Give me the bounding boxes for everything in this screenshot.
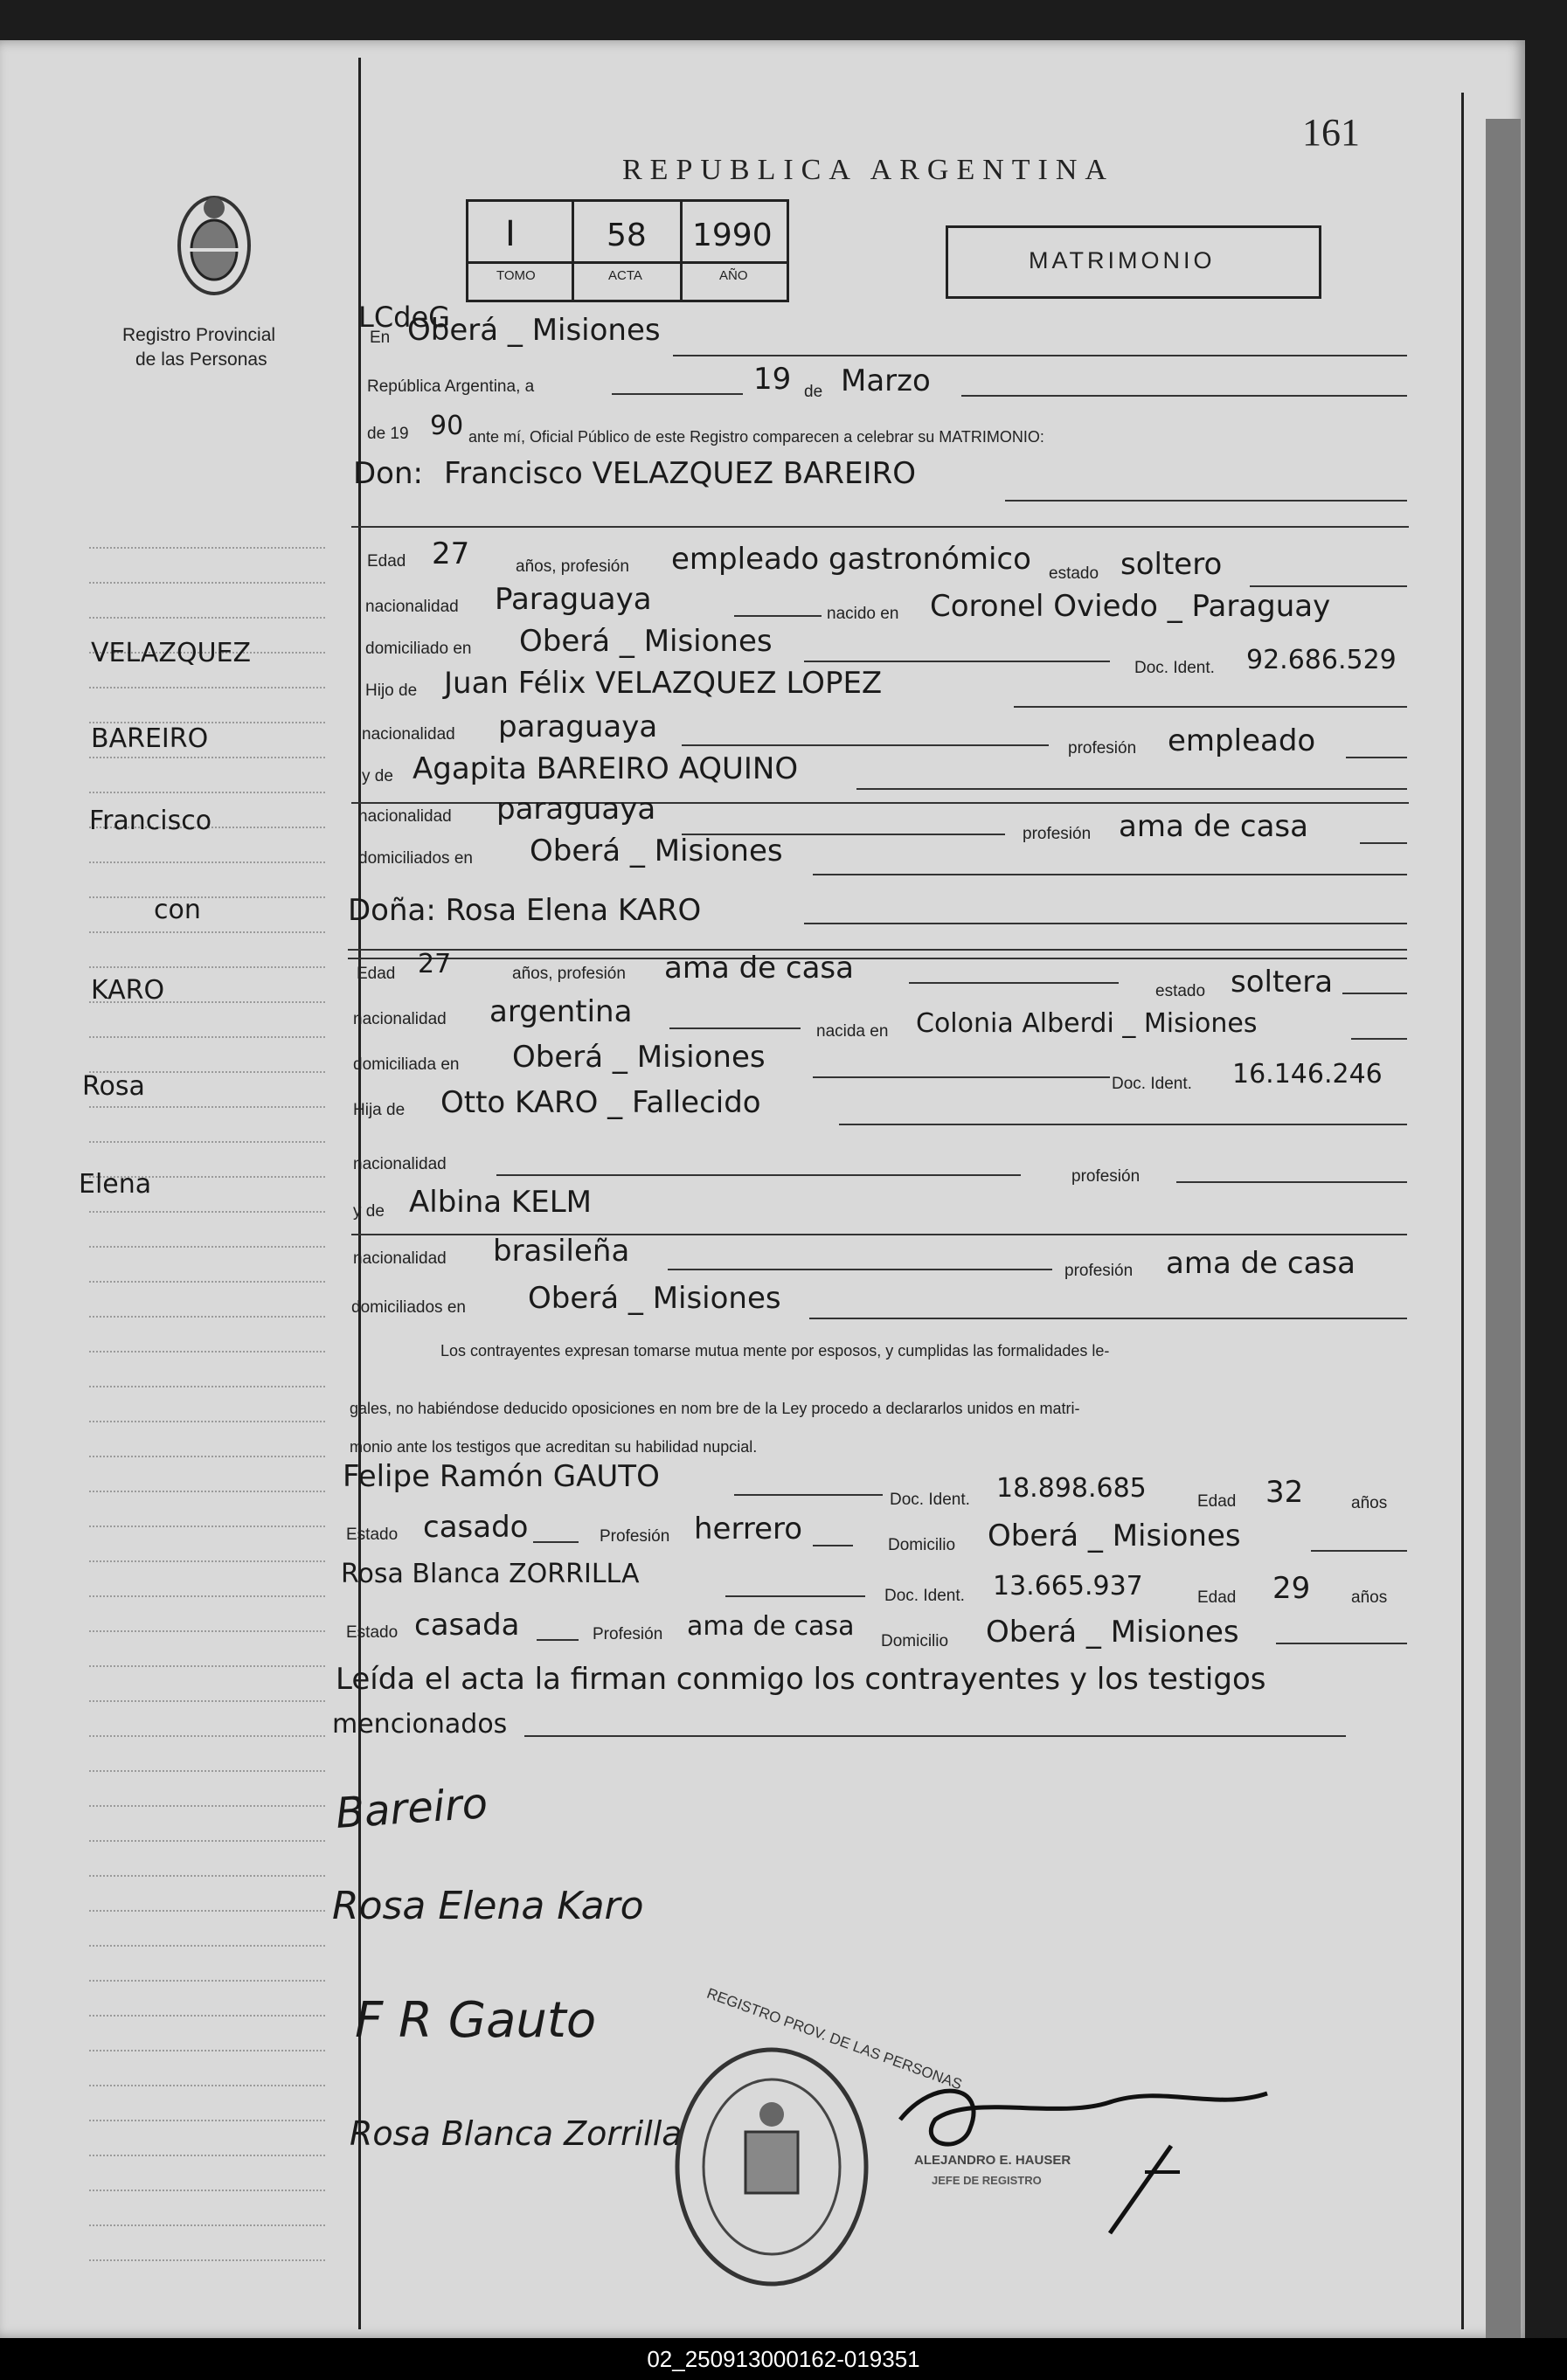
- country-title: REPUBLICA ARGENTINA: [622, 154, 1114, 186]
- witness2-estado: casada: [414, 1608, 520, 1643]
- tomo-label: TOMO: [496, 268, 536, 283]
- bride-mother-prof: ama de casa: [1166, 1246, 1356, 1281]
- witness2-estado-label: Estado: [346, 1623, 399, 1642]
- book-code: LCdeG: [358, 301, 450, 334]
- witness2-doc: 13.665.937: [993, 1571, 1143, 1602]
- closing-line1: Leída el acta la firman conmigo los contrayentes y los testigos: [336, 1662, 1266, 1697]
- groom-domiciliado-label: domiciliado en: [365, 640, 472, 658]
- groom-parents-dom-label: domiciliados en: [358, 849, 473, 868]
- groom-yde-label: y de: [362, 767, 393, 785]
- groom-father-nac-label: nacionalidad: [362, 725, 455, 744]
- groom-anos-profesion-label: años, profesión: [516, 557, 629, 576]
- groom-mother-nac-label: nacionalidad: [358, 807, 452, 826]
- groom-nacionalidad: Paraguaya: [495, 582, 652, 617]
- groom-nacionalidad-label: nacionalidad: [365, 598, 459, 616]
- groom-mother-prof-label: profesión: [1023, 825, 1092, 843]
- bride-yde-label: y de: [353, 1202, 385, 1221]
- margin-divider: [358, 58, 361, 2329]
- witness2-edad: 29: [1272, 1571, 1311, 1606]
- margin-note-bride-first: Rosa: [82, 1071, 145, 1102]
- witness1-edad-label: Edad: [1197, 1492, 1237, 1511]
- witness1-anos-label: años: [1351, 1494, 1388, 1512]
- anio-value: 1990: [692, 218, 773, 253]
- bride-parents-dom: Oberá _ Misiones: [528, 1281, 781, 1316]
- witness1-profesion: herrero: [694, 1512, 803, 1546]
- margin-note-con: con: [154, 895, 201, 925]
- witness2-anos-label: años: [1351, 1588, 1388, 1607]
- margin-note-surname1: VELAZQUEZ: [91, 638, 252, 668]
- groom-mother-nac: paraguaya: [496, 792, 656, 827]
- groom-name: Francisco VELAZQUEZ BAREIRO: [444, 456, 916, 491]
- day: 19: [753, 362, 792, 397]
- groom-doc-label: Doc. Ident.: [1134, 659, 1215, 677]
- official-stamp-line1: ALEJANDRO E. HAUSER: [914, 2153, 1071, 2168]
- bride-hija-label: Hija de: [353, 1101, 406, 1119]
- groom-estado-label: estado: [1049, 564, 1099, 583]
- groom-mother: Agapita BAREIRO AQUINO: [413, 751, 799, 786]
- groom-father-prof-label: profesión: [1068, 739, 1137, 758]
- registry-name-line2: de las Personas: [135, 349, 267, 370]
- declaration-line2: gales, no habiéndose deducido oposiciones en nom bre de la Ley procedo a declararlos unidos en matri-: [350, 1400, 1080, 1417]
- margin-note-firstname: Francisco: [89, 806, 212, 836]
- margin-note-surname2: BAREIRO: [91, 723, 209, 754]
- witness1-profesion-label: Profesión: [600, 1527, 670, 1546]
- bride-mother-nac: brasileña: [493, 1234, 630, 1269]
- witness1-edad: 32: [1265, 1475, 1304, 1510]
- witness1-domicilio-label: Domicilio: [888, 1536, 956, 1554]
- groom-edad: 27: [432, 536, 470, 571]
- witness2-domicilio-label: Domicilio: [881, 1632, 949, 1650]
- groom-edad-label: Edad: [367, 552, 406, 571]
- tomo-value: I: [505, 214, 516, 254]
- tomo-acta-anio-box: [466, 199, 789, 302]
- witness2-profesion-label: Profesión: [593, 1625, 663, 1643]
- record-type-box: [946, 225, 1321, 299]
- declaration-line3: monio ante los testigos que acreditan su habilidad nupcial.: [350, 1438, 758, 1456]
- bride-doc-label: Doc. Ident.: [1112, 1075, 1192, 1093]
- bride-edad-label: Edad: [357, 965, 396, 983]
- witness2-doc-label: Doc. Ident.: [884, 1587, 965, 1605]
- groom-father-prof: empleado: [1168, 723, 1316, 758]
- groom-father: Juan Félix VELAZQUEZ LOPEZ: [444, 666, 883, 701]
- stamp-text: REGISTRO PROV. DE LAS PERSONAS: [704, 1984, 965, 2093]
- year-suffix: 90: [430, 411, 464, 441]
- witness1-doc: 18.898.685: [996, 1473, 1147, 1504]
- declaration-line1: Los contrayentes expresan tomarse mutua mente por esposos, y cumplidas las formalidades le-: [440, 1342, 1110, 1360]
- bride-father-nac-label: nacionalidad: [353, 1155, 447, 1173]
- signature-groom: Bareiro: [334, 1778, 489, 1839]
- year-prefix: de 19: [367, 425, 409, 443]
- margin-note-bride-surname: KARO: [91, 975, 165, 1006]
- bride-anos-profesion-label: años, profesión: [512, 965, 626, 983]
- margin-note-bride-second: Elena: [79, 1169, 152, 1200]
- en-label: En: [370, 329, 391, 347]
- groom-father-nac: paraguaya: [498, 709, 658, 744]
- groom-mother-prof: ama de casa: [1119, 809, 1308, 844]
- bride-father-prof-label: profesión: [1071, 1167, 1141, 1186]
- groom-nacido-label: nacido en: [827, 605, 899, 623]
- witness1-doc-label: Doc. Ident.: [890, 1491, 970, 1509]
- place: Oberá _ Misiones: [407, 313, 661, 348]
- bride-parents-dom-label: domiciliados en: [351, 1298, 466, 1317]
- page-number: 161: [1302, 111, 1360, 154]
- bride-edad: 27: [418, 949, 452, 979]
- groom-title: Don:: [353, 456, 423, 491]
- witness1-domicilio: Oberá _ Misiones: [988, 1519, 1241, 1553]
- bride-domicilio: Oberá _ Misiones: [512, 1040, 766, 1075]
- republica-label: República Argentina, a: [367, 377, 535, 396]
- witness2-domicilio: Oberá _ Misiones: [986, 1615, 1239, 1650]
- binding-edge: [1486, 119, 1521, 2356]
- bride-nacida-label: nacida en: [816, 1022, 889, 1041]
- bride-estado-label: estado: [1155, 982, 1206, 1000]
- witness2-name: Rosa Blanca ZORRILLA: [341, 1559, 640, 1589]
- right-border: [1461, 93, 1464, 2329]
- registry-name-line1: Registro Provincial: [122, 325, 276, 345]
- groom-parents-dom: Oberá _ Misiones: [530, 834, 783, 868]
- bride-estado: soltera: [1231, 965, 1334, 1000]
- signature-witness1: F R Gauto: [355, 1992, 597, 2049]
- coat-of-arms-icon: [170, 189, 258, 302]
- groom-nacido: Coronel Oviedo _ Paraguay: [930, 589, 1331, 624]
- witness2-edad-label: Edad: [1197, 1588, 1237, 1607]
- official-stamp-line2: JEFE DE REGISTRO: [932, 2174, 1042, 2187]
- bride-name: Doña: Rosa Elena KARO: [348, 893, 702, 928]
- registry-stamp-icon: [671, 2044, 872, 2289]
- bride-nacida: Colonia Alberdi _ Misiones: [916, 1008, 1258, 1039]
- bride-doc: 16.146.246: [1232, 1059, 1383, 1090]
- witness2-profesion: ama de casa: [687, 1611, 855, 1642]
- document-page: [0, 40, 1525, 2338]
- bride-mother: Albina KELM: [409, 1185, 592, 1220]
- month: Marzo: [841, 363, 931, 398]
- signature-witness2: Rosa Blanca Zorrilla: [350, 2114, 683, 2153]
- de-label: de: [804, 383, 823, 401]
- anio-label: AÑO: [719, 268, 748, 283]
- record-type: MATRIMONIO: [1029, 247, 1216, 273]
- witness1-name: Felipe Ramón GAUTO: [343, 1459, 660, 1494]
- acta-label: ACTA: [608, 268, 642, 283]
- groom-profesion: empleado gastronómico: [671, 542, 1031, 577]
- intro-formula: ante mí, Oficial Público de este Registro comparecen a celebrar su MATRIMONIO:: [468, 428, 1044, 446]
- closing-line2: mencionados: [332, 1709, 508, 1740]
- witness1-estado: casado: [423, 1510, 529, 1545]
- bride-mother-prof-label: profesión: [1064, 1262, 1134, 1280]
- bride-father: Otto KARO _ Fallecido: [440, 1085, 761, 1120]
- bride-profesion: ama de casa: [664, 951, 854, 986]
- bride-mother-nac-label: nacionalidad: [353, 1249, 447, 1268]
- groom-estado: soltero: [1120, 547, 1223, 582]
- groom-domicilio: Oberá _ Misiones: [519, 624, 773, 659]
- groom-doc: 92.686.529: [1246, 645, 1397, 675]
- bride-nacionalidad-label: nacionalidad: [353, 1010, 447, 1028]
- bride-nacionalidad: argentina: [489, 994, 633, 1029]
- image-id-footer: 02_250913000162-019351: [0, 2338, 1567, 2380]
- signature-bride: Rosa Elena Karo: [332, 1884, 644, 1928]
- acta-value: 58: [607, 218, 647, 253]
- bride-domiciliada-label: domiciliada en: [353, 1055, 460, 1074]
- witness1-estado-label: Estado: [346, 1526, 399, 1544]
- groom-hijo-label: Hijo de: [365, 681, 418, 700]
